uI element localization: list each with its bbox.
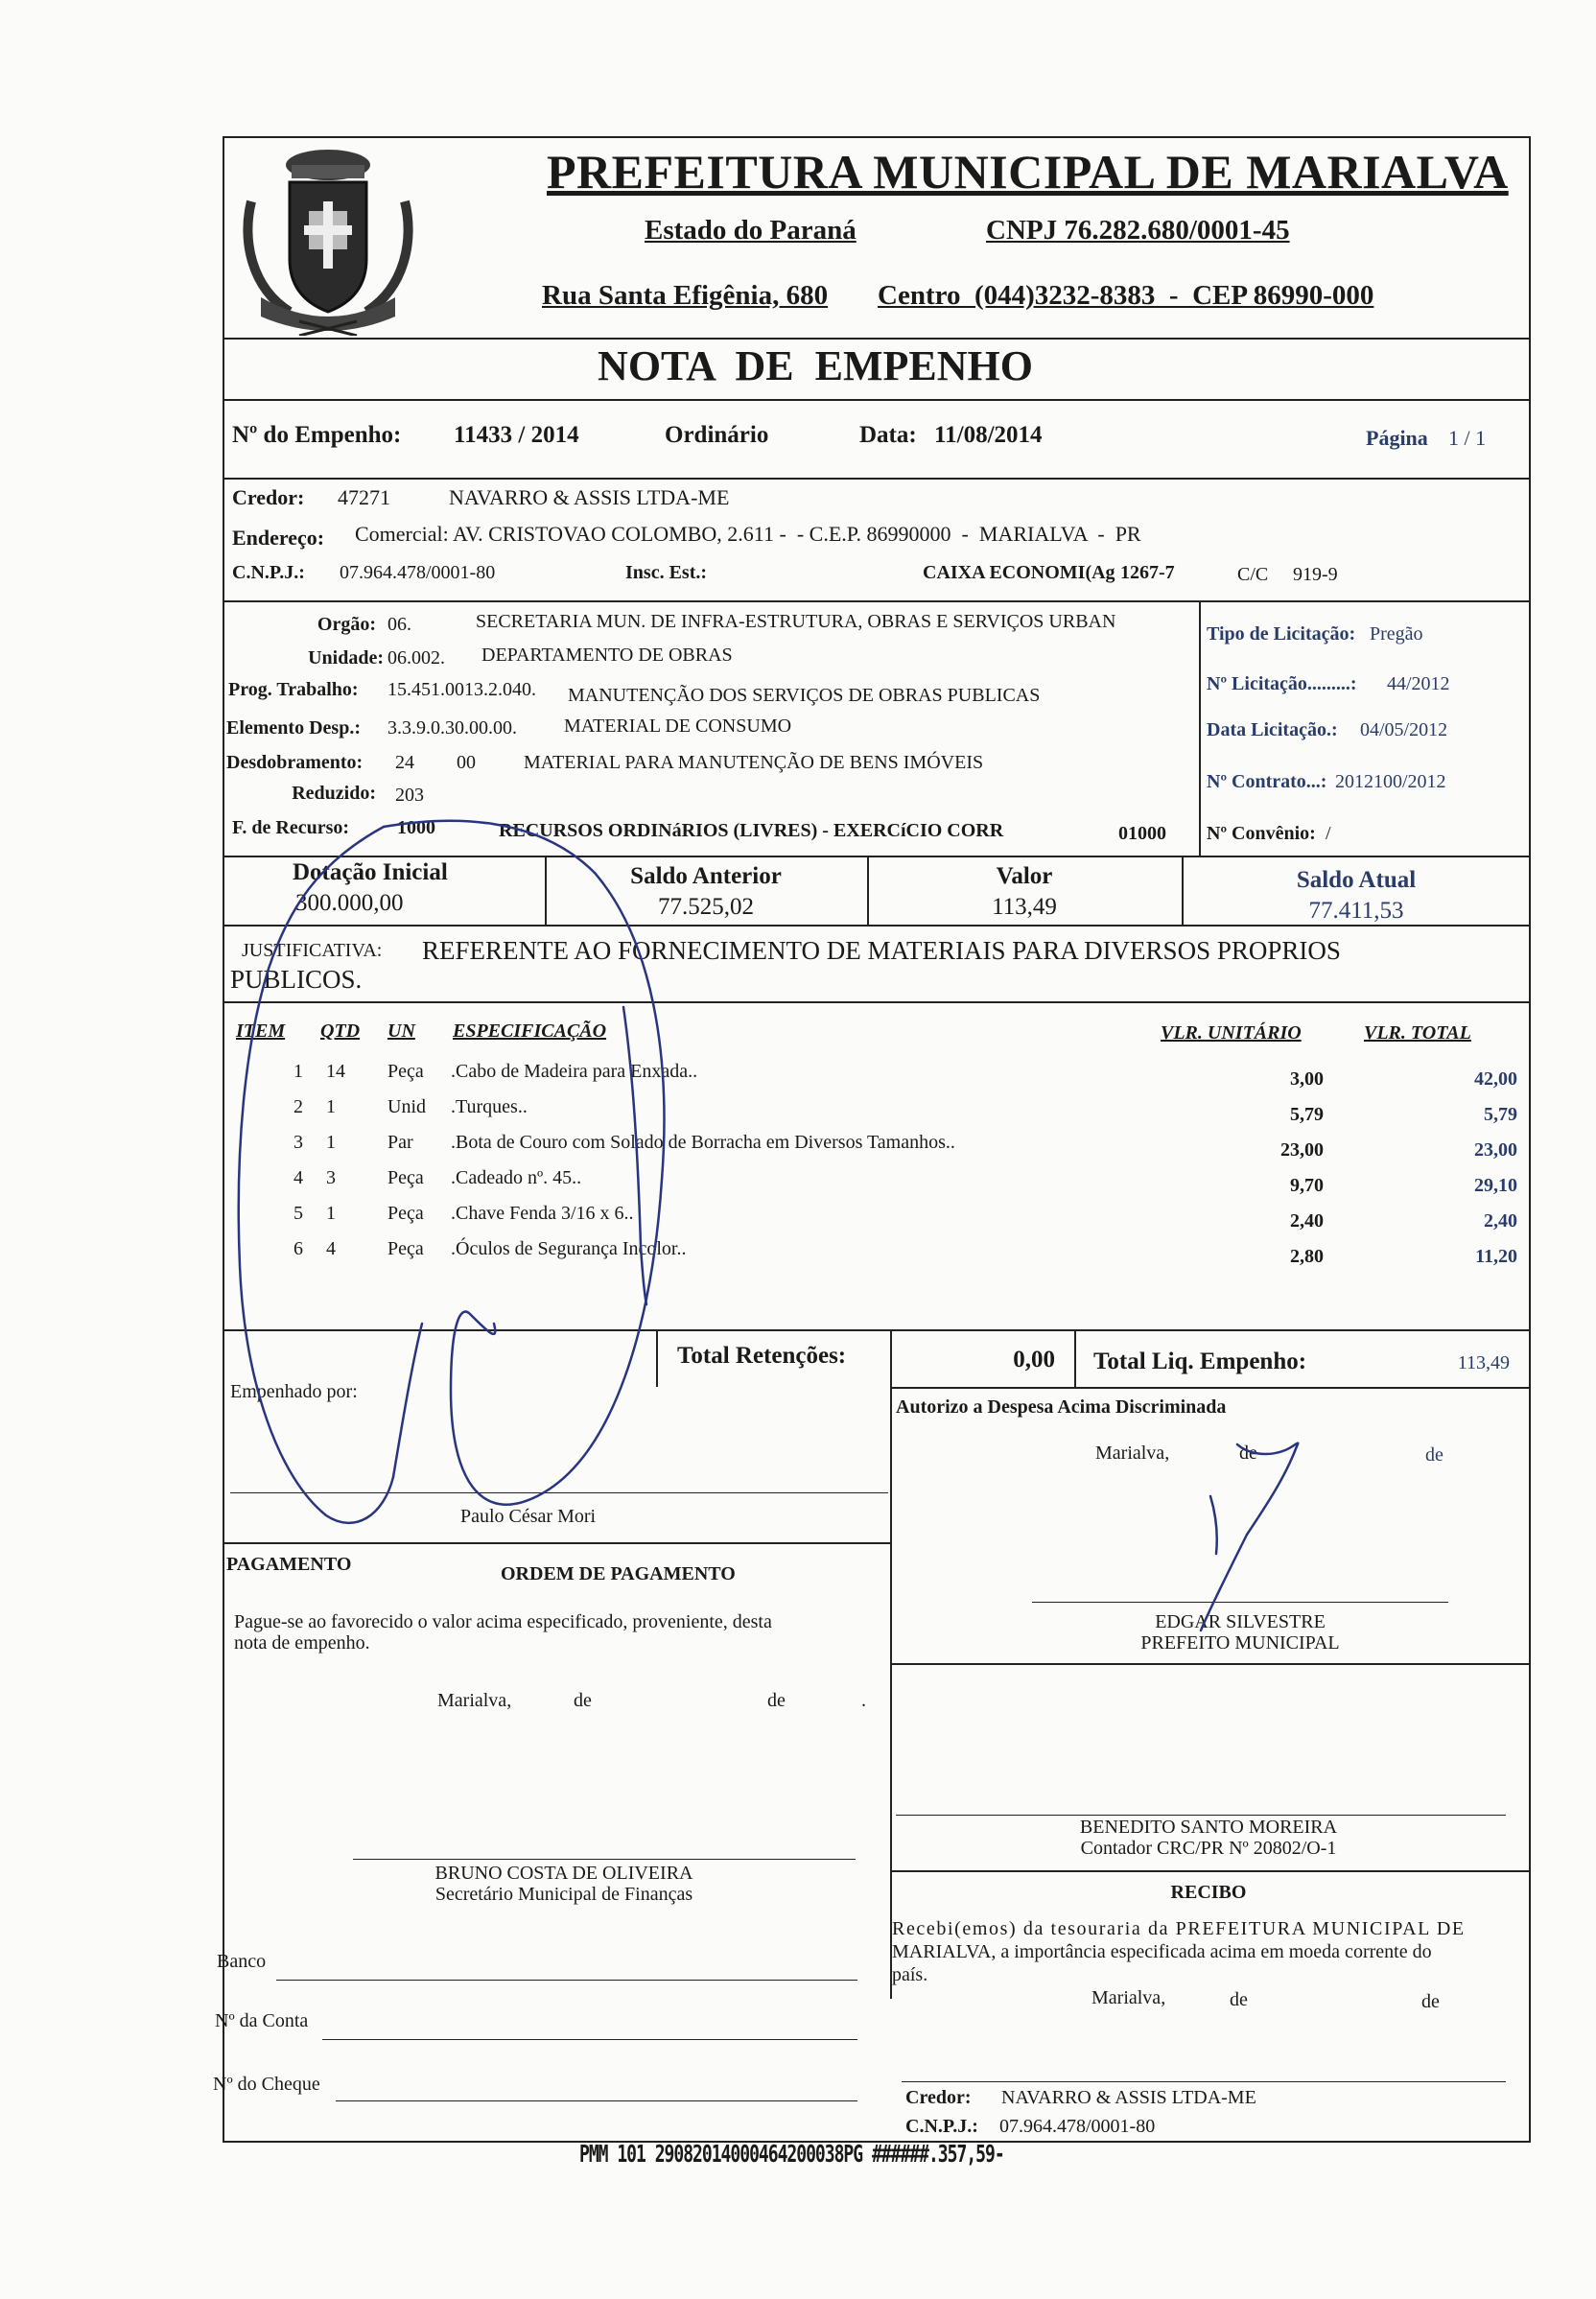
prog-trabalho-code: 15.451.0013.2.040. [387,679,536,700]
empenho-date-label: Data: [859,422,917,448]
page-number: 1 / 1 [1448,426,1487,450]
page-label: Página [1366,426,1428,450]
account-type-label: C/C [1237,564,1269,585]
document-type-title: NOTA DE EMPENHO [598,342,1033,389]
autorizo-de1: de [1239,1443,1257,1464]
elemento-code: 3.3.9.0.30.00.00. [387,717,517,739]
cheque-label: Nº do Cheque [213,2074,320,2095]
empenho-number: 11433 / 2014 [454,422,579,448]
unidade-label: Unidade: [308,647,384,669]
desdobramento-name: MATERIAL PARA MANUTENÇÃO DE BENS IMÓVEIS [524,752,984,773]
item-unit: Par [387,1132,413,1153]
item-description: .Cadeado nº. 45.. [451,1167,582,1188]
coat-of-arms-logo [232,144,424,336]
valor-value: 113,49 [992,894,1057,920]
col-espec-header: ESPECIFICAÇÃO [453,1020,607,1042]
fonte-recurso-code: 1000 [397,817,435,838]
item-qty: 1 [326,1203,336,1224]
item-number: 5 [293,1203,303,1224]
item-total-price: 42,00 [1474,1068,1517,1090]
credor-name: NAVARRO & ASSIS LTDA-ME [449,485,730,509]
total-retencoes-value: 0,00 [1013,1347,1055,1372]
item-total-price: 2,40 [1484,1210,1517,1232]
autorizo-label: Autorizo a Despesa Acima Discriminada [896,1396,1227,1418]
pagamento-de2: de [767,1690,786,1711]
convenio-value: / [1326,823,1331,844]
pagamento-text-line2: nota de empenho. [234,1632,370,1654]
item-total-price: 5,79 [1484,1104,1517,1125]
tipo-licitacao-label: Tipo de Licitação: [1207,623,1356,645]
conta-label: Nº da Conta [215,2010,309,2031]
endereco-label: Endereço: [232,526,325,550]
fonte-recurso-name: RECURSOS ORDINáRIOS (LIVRES) - EXERCíCIO CORR [499,820,1004,841]
bank-agency: 1267-7 [1120,562,1175,583]
item-unit-price: 9,70 [1290,1175,1324,1196]
pagamento-local: Marialva, [437,1690,512,1711]
autorizo-de2: de [1425,1444,1443,1466]
item-number: 2 [293,1096,303,1117]
pagamento-de1: de [574,1690,592,1711]
item-unit-price: 23,00 [1280,1139,1324,1161]
item-unit: Peça [387,1061,424,1082]
prog-trabalho-label: Prog. Trabalho: [228,679,359,700]
prefeito-role: PREFEITO MUNICIPAL [1140,1632,1340,1654]
reduzido-value: 203 [395,785,424,806]
desdobramento-code: 24 [395,752,414,773]
item-unit-price: 3,00 [1290,1068,1324,1090]
cnpj-header: CNPJ 76.282.680/0001-45 [986,215,1290,246]
contador-name: BENEDITO SANTO MOREIRA [1079,1817,1338,1838]
recibo-text-line1: Recebi(emos) da tesouraria da PREFEITURA MUNICIPAL DE [892,1918,1466,1939]
saldo-atual-value: 77.411,53 [1308,898,1404,924]
state-label: Estado do Paraná [645,215,857,246]
justificativa-line1: REFERENTE AO FORNECIMENTO DE MATERIAIS PARA DIVERSOS PROPRIOS [422,936,1341,965]
recibo-local: Marialva, [1091,1987,1166,2008]
insc-est-label: Insc. Est.: [625,562,708,583]
item-qty: 4 [326,1238,336,1259]
empenhado-por-name: Paulo César Mori [460,1506,597,1527]
elemento-name: MATERIAL DE CONSUMO [564,716,792,737]
credor-code: 47271 [338,485,390,509]
saldo-anterior-value: 77.525,02 [658,894,754,920]
bank-name: CAIXA ECONOMI(Ag [923,562,1115,583]
item-unit: Peça [387,1203,424,1224]
reduzido-label: Reduzido: [292,783,376,804]
col-un-header: UN [387,1020,415,1042]
page-title: PREFEITURA MUNICIPAL DE MARIALVA [547,145,1509,199]
col-qtd-header: QTD [320,1020,361,1042]
total-liquido-label: Total Liq. Empenho: [1093,1349,1307,1374]
empenho-type: Ordinário [665,422,769,448]
item-description: .Óculos de Segurança Incolor.. [451,1238,687,1259]
justificativa-label: JUSTIFICATIVA: [242,940,383,961]
item-description: .Cabo de Madeira para Enxada.. [451,1061,698,1082]
licitacao-date: 04/05/2012 [1360,719,1448,740]
fonte-recurso-label: F. de Recurso: [232,817,350,838]
item-total-price: 23,00 [1474,1139,1517,1161]
item-number: 4 [293,1167,303,1188]
unidade-code: 06.002. [387,647,445,669]
item-unit-price: 2,40 [1290,1210,1324,1232]
licitacao-date-label: Data Licitação.: [1207,719,1338,740]
item-description: .Bota de Couro com Solado de Borracha em Diversos Tamanhos.. [451,1132,955,1153]
fonte-recurso-number: 01000 [1118,823,1166,844]
desdobramento-label: Desdobramento: [226,752,364,773]
convenio-label: Nº Convênio: [1207,823,1316,844]
item-unit-price: 2,80 [1290,1246,1324,1267]
address-contact: Centro (044)3232-8383 - CEP 86990-000 [878,280,1374,311]
credor-label: Credor: [232,485,305,509]
item-total-price: 11,20 [1475,1246,1517,1267]
total-liquido-value: 113,49 [1457,1352,1510,1373]
conta-field[interactable] [322,2039,857,2040]
recibo-credor-name: NAVARRO & ASSIS LTDA-ME [1001,2087,1256,2108]
valor-label: Valor [996,863,1053,889]
orgao-label: Orgão: [317,614,376,635]
empenhado-por-label: Empenhado por: [230,1381,358,1402]
recibo-credor-label: Credor: [905,2087,972,2108]
empenho-number-label: Nº do Empenho: [232,422,402,448]
col-total-header: VLR. TOTAL [1364,1022,1471,1044]
item-qty: 1 [326,1132,336,1153]
recibo-de1: de [1230,1989,1248,2010]
item-total-price: 29,10 [1474,1175,1517,1196]
col-item-header: ITEM [236,1020,286,1042]
recibo-cnpj-label: C.N.P.J.: [905,2116,978,2137]
justificativa-line2: PUBLICOS. [230,965,363,994]
credor-cnpj-label: C.N.P.J.: [232,562,305,583]
recibo-cnpj: 07.964.478/0001-80 [999,2116,1156,2137]
ordem-pagamento-title: ORDEM DE PAGAMENTO [501,1563,736,1584]
item-number: 6 [293,1238,303,1259]
street-address: Rua Santa Efigênia, 680 [542,280,829,311]
recibo-title: RECIBO [1170,1882,1247,1903]
prefeito-name: EDGAR SILVESTRE [1155,1611,1326,1632]
pagamento-label: PAGAMENTO [226,1554,352,1575]
item-qty: 3 [326,1167,336,1188]
pagamento-text-line1: Pague-se ao favorecido o valor acima especificado, proveniente, desta [234,1611,772,1632]
contrato-number: 2012100/2012 [1335,771,1446,792]
prog-trabalho-name: MANUTENÇÃO DOS SERVIÇOS DE OBRAS PUBLICAS [568,685,1041,706]
footer-authentication-code: PMM 101 29082014000464200038PG ######.357,59- [579,2140,1004,2170]
item-unit: Peça [387,1238,424,1259]
orgao-code: 06. [387,614,411,635]
contador-role: Contador CRC/PR Nº 20802/O-1 [1080,1838,1337,1859]
unidade-name: DEPARTAMENTO DE OBRAS [481,645,733,666]
contrato-label: Nº Contrato...: [1207,771,1327,792]
elemento-label: Elemento Desp.: [226,717,361,739]
recibo-de2: de [1421,1991,1440,2012]
total-retencoes-label: Total Retenções: [677,1343,847,1369]
empenho-date: 11/08/2014 [934,422,1043,448]
recibo-text-line2: MARIALVA, a importância especificada acima em moeda corrente do [892,1941,1432,1962]
item-number: 1 [293,1061,303,1082]
tipo-licitacao: Pregão [1370,623,1423,645]
item-unit: Peça [387,1167,424,1188]
pagamento-dot: . [861,1690,866,1711]
secretario-role: Secretário Municipal de Finanças [434,1884,693,1905]
recibo-text-line3: país. [892,1964,928,1985]
desdobramento-sub: 00 [457,752,476,773]
item-description: .Chave Fenda 3/16 x 6.. [451,1203,634,1224]
cheque-field[interactable] [336,2100,857,2101]
col-unit-header: VLR. UNITÁRIO [1161,1022,1302,1044]
banco-field[interactable] [276,1980,857,1981]
saldo-atual-label: Saldo Atual [1296,867,1417,893]
item-description: .Turques.. [451,1096,528,1117]
item-qty: 1 [326,1096,336,1117]
item-unit: Unid [387,1096,426,1117]
item-number: 3 [293,1132,303,1153]
saldo-anterior-label: Saldo Anterior [630,863,782,889]
item-qty: 14 [326,1061,345,1082]
item-unit-price: 5,79 [1290,1104,1324,1125]
autorizo-local: Marialva, [1095,1443,1170,1464]
licitacao-number: 44/2012 [1387,673,1450,694]
credor-address: Comercial: AV. CRISTOVAO COLOMBO, 2.611 - - C.E.P. 86990000 - MARIALVA - PR [355,522,1141,546]
account-number: 919-9 [1293,564,1338,585]
dotacao-inicial-value: 300.000,00 [295,890,404,916]
licitacao-number-label: Nº Licitação.........: [1207,673,1357,694]
credor-cnpj: 07.964.478/0001-80 [340,562,496,583]
banco-label: Banco [217,1951,267,1972]
dotacao-inicial-label: Dotação Inicial [293,859,448,885]
orgao-name: SECRETARIA MUN. DE INFRA-ESTRUTURA, OBRAS E SERVIÇOS URBAN [476,611,1116,632]
secretario-name: BRUNO COSTA DE OLIVEIRA [434,1863,693,1884]
